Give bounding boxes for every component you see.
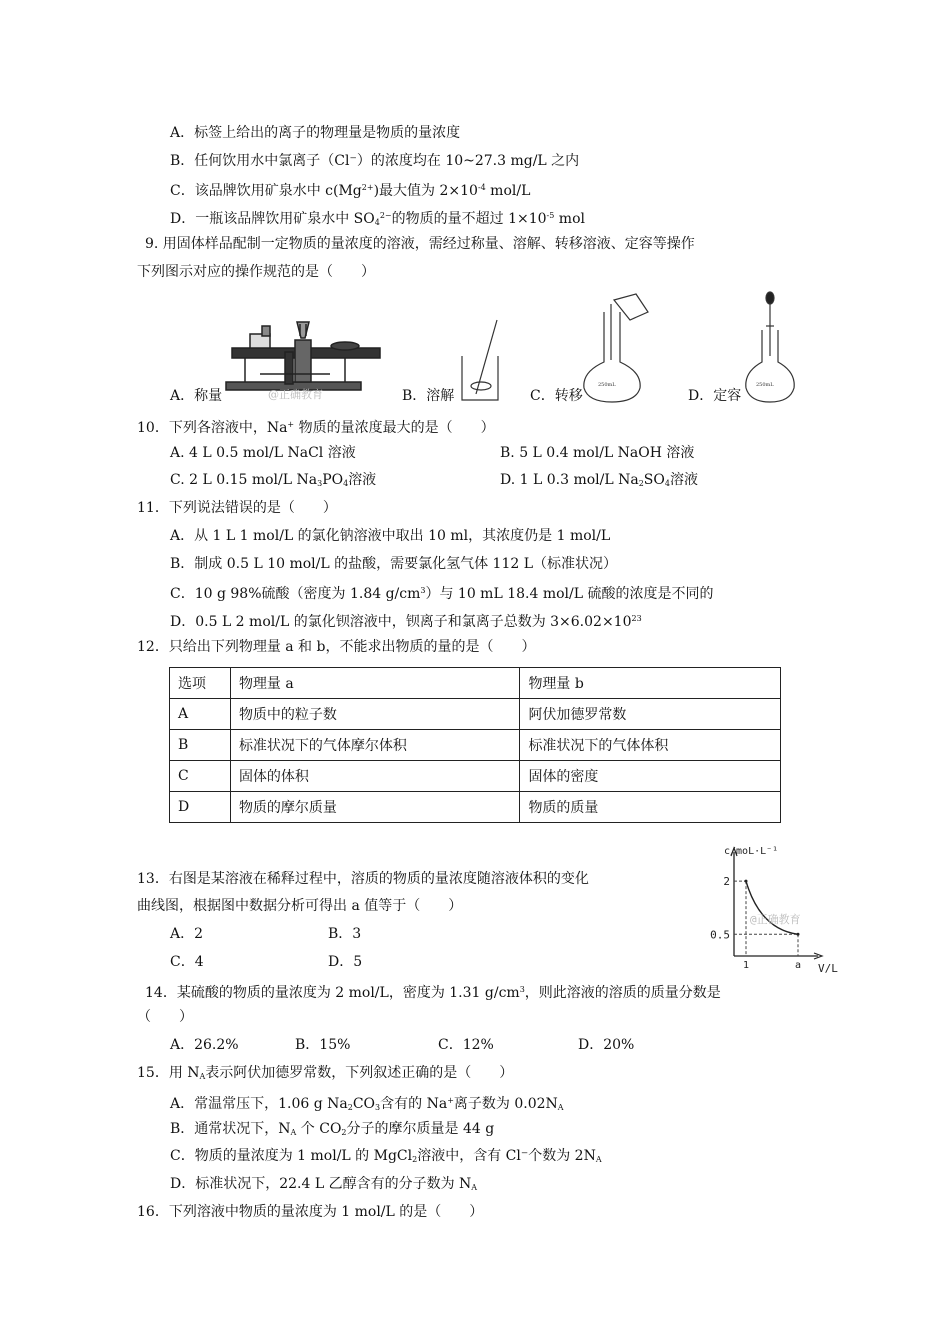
q9-stem-line2: 下列图示对应的操作规范的是（ ）	[137, 264, 375, 280]
q9-option-c: C．转移	[530, 388, 583, 404]
x-tick-label: a	[794, 960, 802, 971]
beaker-image	[462, 320, 498, 400]
table-header-cell: 物理量 a	[230, 668, 520, 699]
table-cell: 阿伏加德罗常数	[520, 699, 781, 730]
q13-option-a: A．2	[170, 926, 204, 942]
q10-stem: 10．下列各溶液中，Na+ 物质的量浓度最大的是（ ）	[137, 420, 495, 436]
q12-table	[169, 667, 781, 823]
q16-stem: 16．下列溶液中物质的量浓度为 1 mol/L 的是（ ）	[137, 1204, 484, 1220]
q9-option-b: B．溶解	[402, 388, 455, 404]
q9-stem-line1: 9. 用固体样品配制一定物质的量浓度的溶液，需经过称量、溶解、转移溶液、定容等操作	[145, 236, 695, 252]
q8-option-a: A．标签上给出的离子的物理量是物质的量浓度	[170, 125, 461, 141]
q8-option-d: D．一瓶该品牌饮用矿泉水中 $SO_4^{2-}$的物质的量不超过 $1\times 10^{-5}$ mol	[170, 211, 585, 227]
q15-option-a: A．常温常压下，1.06 g $Na_2CO_3$含有的 Na+离子数为 $0.02N_A$	[170, 1096, 564, 1112]
table-cell: 物质的质量	[520, 792, 781, 823]
table-cell: C	[170, 761, 231, 792]
q9-figure	[0, 290, 950, 410]
table-header-cell: 选项	[170, 668, 231, 699]
table-cell: 物质的摩尔质量	[230, 792, 520, 823]
chart-watermark: @正确教育	[750, 913, 801, 926]
table-row	[170, 792, 781, 823]
q15-option-b: B．通常状况下，$N_A$ 个 $CO_2$分子的摩尔质量是 44 g	[170, 1121, 495, 1137]
table-cell: D	[170, 792, 231, 823]
q15-option-c: C．物质的量浓度为 1 mol/L 的 MgCl$_2$溶液中，含有 Cl⁻个数为 $2N_A$	[170, 1148, 602, 1164]
table-cell: 物质中的粒子数	[230, 699, 520, 730]
table-row	[170, 730, 781, 761]
dropper-flask-image	[746, 292, 794, 402]
q14-paren: （ ）	[137, 1009, 193, 1025]
q11-option-d: D．0.5 L 2 mol/L 的氯化钡溶液中，钡离子和氯离子总数为 $3\times 6.02\times 10^{23}$	[170, 614, 642, 630]
table-cell: 标准状况下的气体摩尔体积	[230, 730, 520, 761]
table-header-row	[170, 668, 781, 699]
table-cell: B	[170, 730, 231, 761]
data-point	[797, 933, 800, 936]
q8-option-c: C．该品牌饮用矿泉水中 $c(Mg^{2+})$最大值为 $2\times 10^{-4}$ mol/L	[170, 183, 531, 199]
table-cell: 固体的体积	[230, 761, 520, 792]
table-header-cell: 物理量 b	[520, 668, 781, 699]
q14-option-c: C．12%	[438, 1037, 494, 1053]
q14-option-a: A．26.2%	[170, 1037, 239, 1053]
balance-image	[226, 322, 380, 390]
q14-option-d: D．20%	[578, 1037, 635, 1053]
q11-stem: 11．下列说法错误的是（ ）	[137, 500, 337, 516]
q11-option-c: C．10 g 98%硫酸（密度为 1.84 $g/cm^3$）与 10 mL 18.4 mol/L 硫酸的浓度是不同的	[170, 586, 714, 602]
q13-stem-line2: 曲线图，根据图中数据分析可得出 a 值等于（ ）	[137, 898, 463, 914]
svg-text:250mL: 250mL	[756, 382, 774, 388]
q15-option-d: D．标准状况下，22.4 L 乙醇含有的分子数为 $N_A$	[170, 1176, 478, 1192]
y-tick-label: 2	[723, 875, 730, 889]
y-axis-label: c/moL·L⁻¹	[724, 846, 779, 857]
x-tick-label: 1	[742, 960, 750, 971]
q15-stem: 15．用 $N_A$表示阿伏加德罗常数，下列叙述正确的是（ ）	[137, 1065, 514, 1081]
y-tick-label: 0.5	[710, 928, 730, 942]
q8-option-b: B．任何饮用水中氯离子（Cl⁻）的浓度均在 10~27.3 mg/L 之内	[170, 153, 580, 169]
q10-option-d: D. 1 L 0.3 mol/L $Na_2SO_4$溶液	[500, 472, 698, 488]
q13-option-c: C．4	[170, 954, 204, 970]
table-cell: 标准状况下的气体体积	[520, 730, 781, 761]
balance-watermark: @正确教育	[268, 388, 323, 401]
q9-option-d: D．定容	[688, 388, 742, 404]
q13-chart	[698, 838, 858, 978]
q14-option-b: B．15%	[295, 1037, 351, 1053]
q11-option-a: A．从 1 L 1 mol/L 的氯化钠溶液中取出 10 ml，其浓度仍是 1 mol/L	[170, 528, 611, 544]
q13-option-d: D．5	[328, 954, 363, 970]
svg-text:250mL: 250mL	[598, 382, 616, 388]
q12-stem: 12．只给出下列物理量 a 和 b，不能求出物质的量的是（ ）	[137, 639, 536, 655]
series-line	[746, 881, 798, 934]
q10-option-c: C. 2 L 0.15 mol/L $Na_3PO_4$溶液	[170, 472, 377, 488]
table-cell: 固体的密度	[520, 761, 781, 792]
q13-stem-line1: 13．右图是某溶液在稀释过程中，溶质的物质的量浓度随溶液体积的变化	[137, 871, 589, 887]
table-row	[170, 699, 781, 730]
q9-option-a: A．称量	[170, 388, 223, 404]
data-point	[745, 880, 748, 883]
x-axis-label: V/L	[818, 962, 838, 975]
q13-option-b: B．3	[328, 926, 362, 942]
table-row	[170, 761, 781, 792]
transfer-flask-image	[584, 294, 648, 402]
q14-stem: 14．某硫酸的物质的量浓度为 2 mol/L，密度为 1.31 $g/cm^3$，则此溶液的溶质的质量分数是	[145, 985, 721, 1001]
table-cell: A	[170, 699, 231, 730]
q11-option-b: B．制成 0.5 L 10 mol/L 的盐酸，需要氯化氢气体 112 L（标准状况）	[170, 556, 618, 572]
q10-option-a: A. 4 L 0.5 mol/L NaCl 溶液	[170, 445, 356, 461]
q10-option-b: B. 5 L 0.4 mol/L NaOH 溶液	[500, 445, 695, 461]
